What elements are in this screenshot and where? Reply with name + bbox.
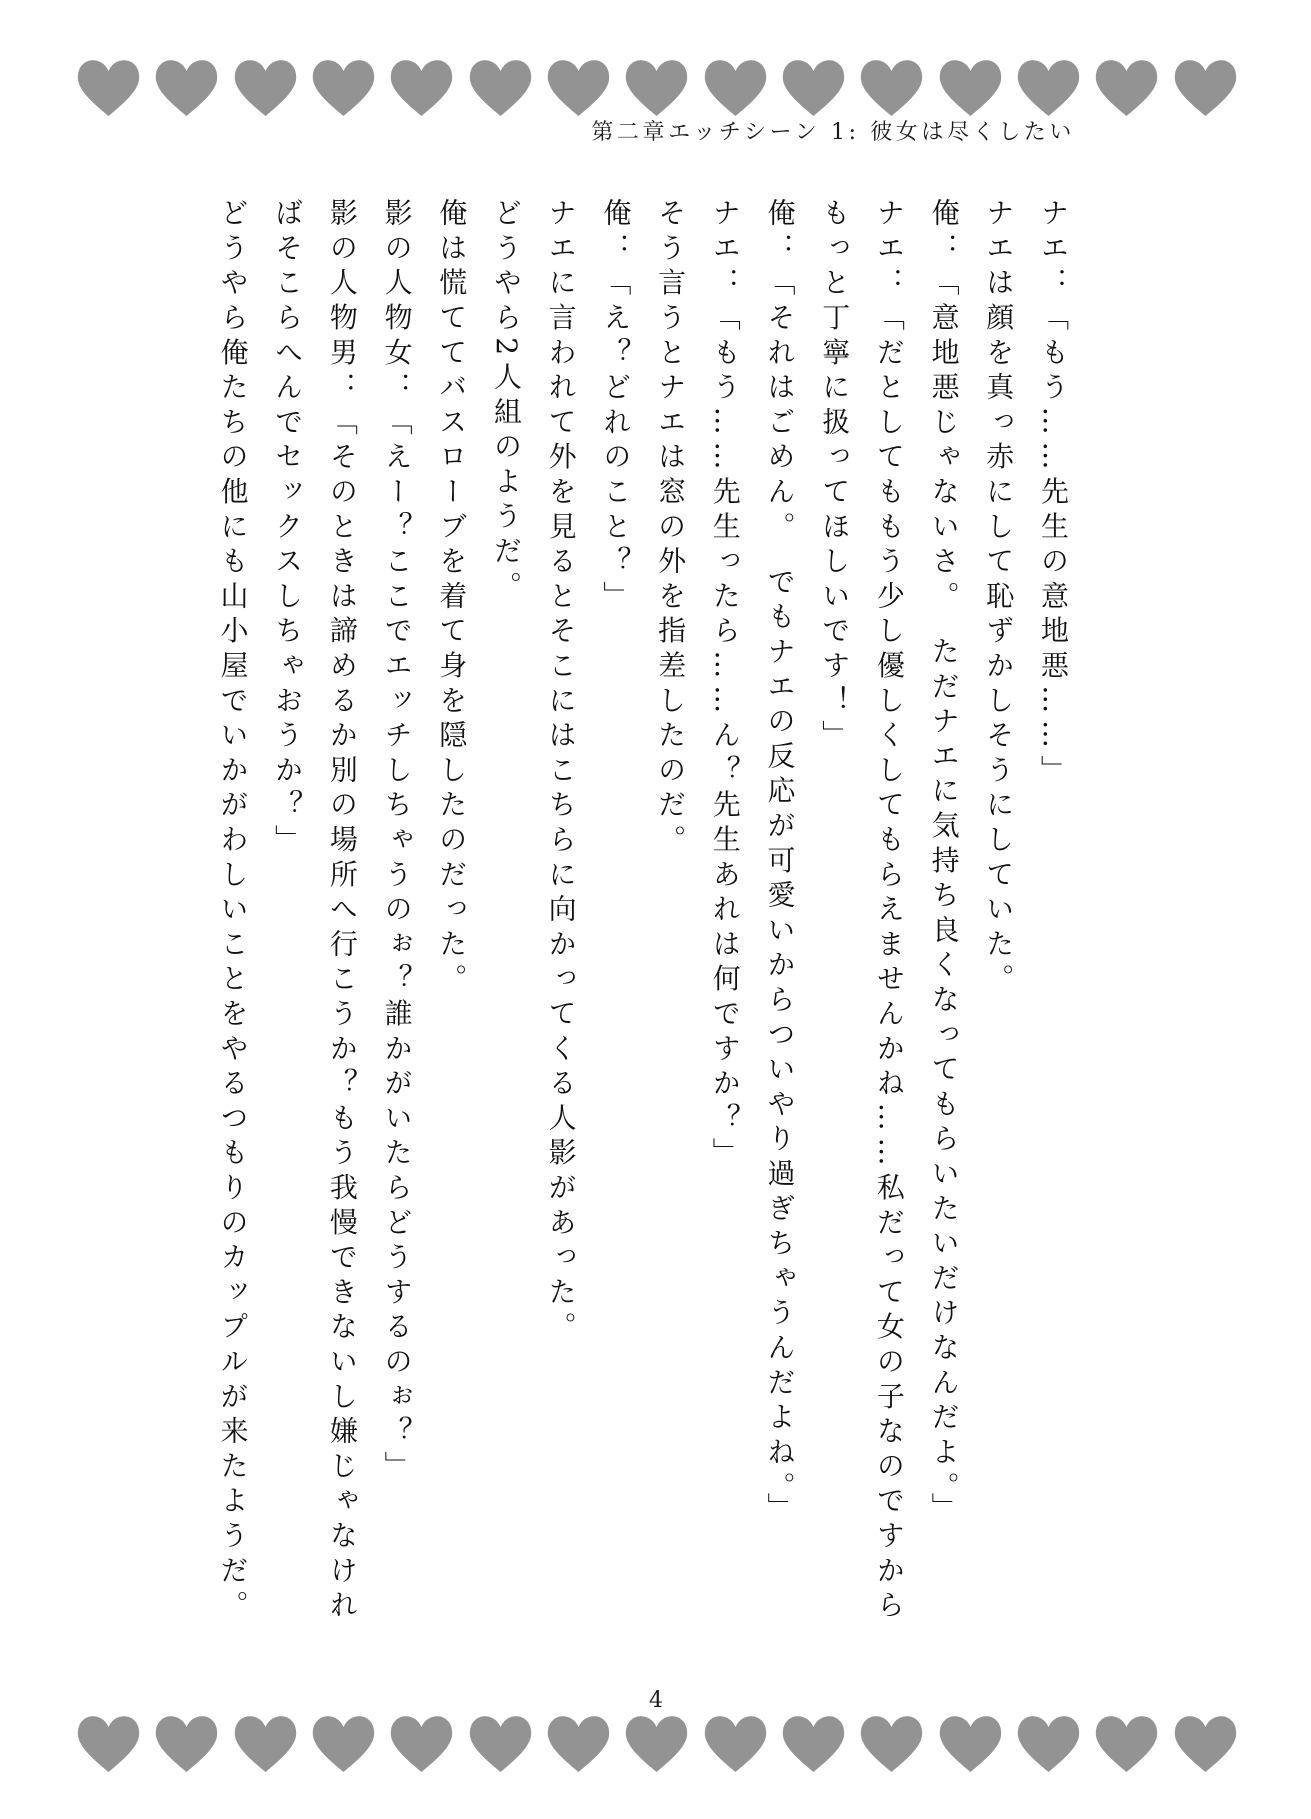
heart-icon (469, 1715, 532, 1772)
heart-icon (625, 1715, 688, 1772)
text-column: そう言うとナエは窓の外を指差したのだ。 (654, 198, 688, 860)
heart-icon (312, 59, 375, 116)
text-column: 俺：「え？どれのこと？」 (599, 198, 633, 616)
heart-icon (782, 1715, 845, 1772)
heart-icon (77, 1715, 140, 1772)
text-column: どうやら2人組のようだ。 (489, 198, 523, 606)
heart-icon (1017, 59, 1080, 116)
top-heart-border (77, 59, 1237, 116)
heart-icon (547, 59, 610, 116)
heart-icon (704, 59, 767, 116)
text-column: ナエ：「もう……先生ったら……ん？先生あれは何ですか？」 (708, 198, 742, 1173)
heart-icon (390, 59, 453, 116)
bottom-heart-border (77, 1715, 1237, 1772)
heart-icon (469, 59, 532, 116)
running-header: 第二章エッチシーン 1: 彼女は尽くしたい (591, 120, 1075, 145)
heart-icon (704, 1715, 767, 1772)
heart-icon (1174, 59, 1237, 116)
text-column: 俺：「それはごめん。 でもナエの反応が可愛いからついやり過ぎちゃうんだよね。」 (763, 198, 797, 1528)
text-column: もっと丁寧に扱ってほしいです！」 (818, 198, 852, 755)
text-column: ナエ：「だとしてももう少し優しくしてもらえませんかね……私だって女の子なのですから (872, 198, 906, 1625)
heart-icon (782, 59, 845, 116)
heart-icon (77, 59, 140, 116)
heart-icon (860, 59, 923, 116)
heart-icon (155, 59, 218, 116)
heart-icon (155, 1715, 218, 1772)
text-column: ナエに言われて外を見るとそこにはこちらに向かってくる人影があった。 (544, 198, 578, 1347)
heart-icon (390, 1715, 453, 1772)
text-column: ナエ：「もう……先生の意地悪……」 (1037, 198, 1070, 790)
heart-icon (860, 1715, 923, 1772)
text-column: ナエは顔を真っ赤にして恥ずかしそうにしていた。 (982, 198, 1016, 999)
text-column: ばそこらへんでセックスしちゃおうか？」 (271, 198, 305, 860)
heart-icon (1095, 1715, 1158, 1772)
heart-icon (1095, 59, 1158, 116)
heart-icon (939, 59, 1002, 116)
text-column: 俺は慌ててバスローブを着て身を隠したのだった。 (435, 198, 469, 999)
heart-icon (625, 59, 688, 116)
text-column: 影の人物男：「そのときは諦めるか別の場所へ行こうか？もう我慢できないし嫌じゃなけれ (325, 198, 359, 1625)
heart-icon (234, 1715, 297, 1772)
text-column: 俺：「意地悪じゃないさ。 ただナエに気持ち良くなってもらいたいだけなんだよ。」 (927, 198, 961, 1528)
heart-icon (1174, 1715, 1237, 1772)
text-column: どうやら俺たちの他にも山小屋でいかがわしいことをやるつもりのカップルが来たようだ。 (216, 198, 250, 1625)
heart-icon (312, 1715, 375, 1772)
page-number: 4 (649, 1688, 663, 1713)
vertical-body-text (204, 198, 1080, 1638)
heart-icon (939, 1715, 1002, 1772)
heart-icon (547, 1715, 610, 1772)
text-column: 影の人物女：「えー？ここでエッチしちゃうのぉ？誰かがいたらどうするのぉ？」 (380, 198, 414, 1486)
heart-icon (234, 59, 297, 116)
heart-icon (1017, 1715, 1080, 1772)
